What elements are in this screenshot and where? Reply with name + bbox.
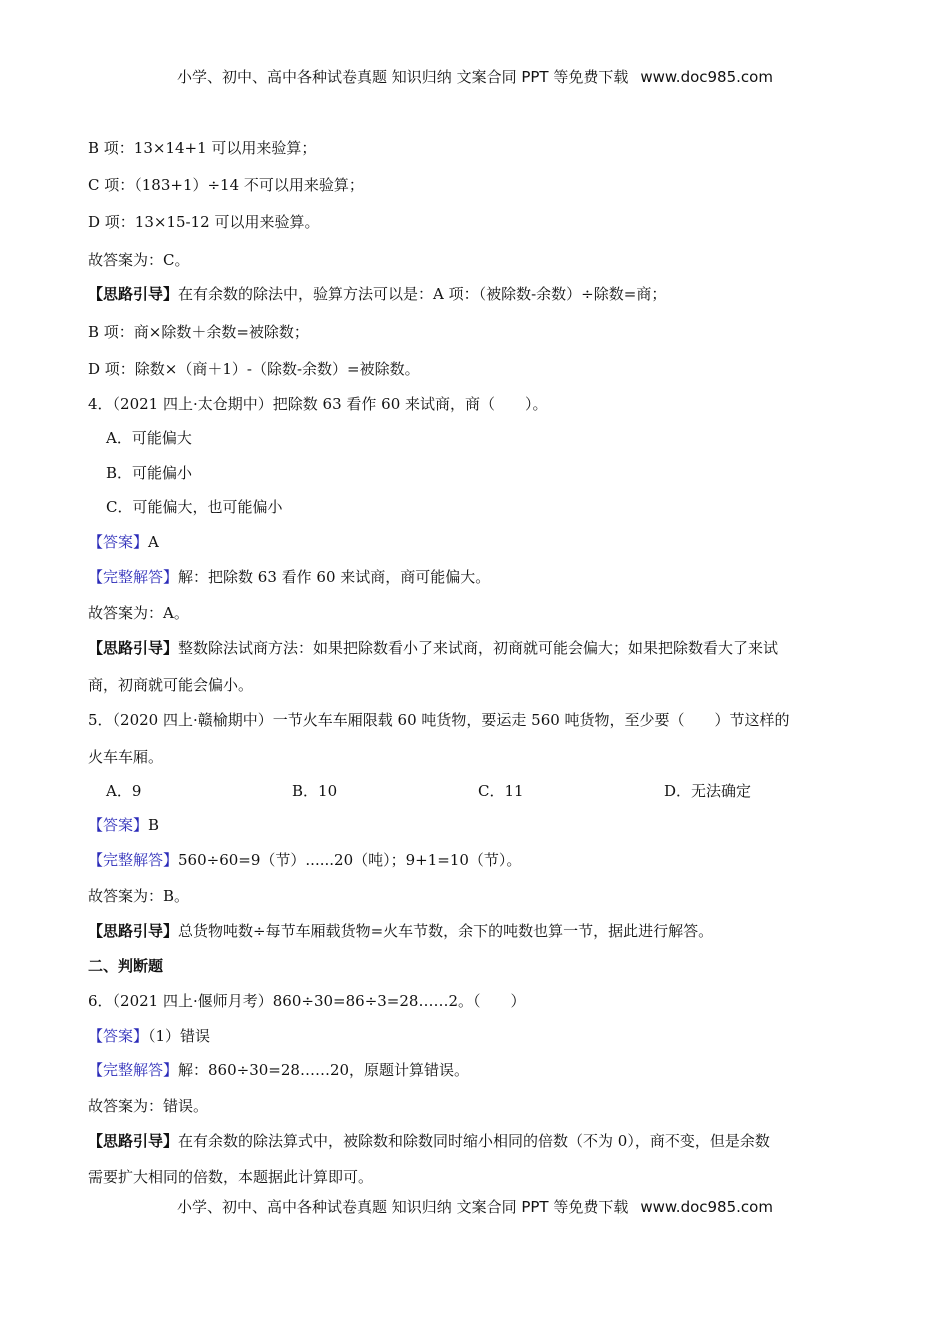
hint-label: 【思路引导】 xyxy=(88,285,179,303)
q3-option-c-check: C 项：（183+1）÷14 不可以用来验算； xyxy=(88,176,364,194)
section-title: 二、判断题 xyxy=(88,957,164,975)
hint-label: 【思路引导】 xyxy=(88,1132,179,1150)
q6-answer: 【答案】（1）错误 xyxy=(88,1027,211,1045)
hint-label: 【思路引导】 xyxy=(88,639,179,657)
q4-conclusion: 故答案为：A。 xyxy=(88,604,189,622)
q3-option-b-check: B 项：13×14+1 可以用来验算； xyxy=(88,139,317,157)
q6-hint: 【思路引导】在有余数的除法算式中，被除数和除数同时缩小相同的倍数（不为 0），商不变，但是余数 xyxy=(88,1132,770,1150)
footer-url[interactable]: www.doc985.com xyxy=(640,1198,773,1216)
q5-option-d: D．无法确定 xyxy=(664,782,752,800)
answer-label: 【答案】 xyxy=(88,816,149,834)
solution-label: 【完整解答】 xyxy=(88,568,179,586)
solution-label: 【完整解答】 xyxy=(88,851,179,869)
q4-option-b: B．可能偏小 xyxy=(106,464,193,482)
q4-solution: 【完整解答】解：把除数 63 看作 60 来试商，商可能偏大。 xyxy=(88,568,491,586)
q4-stem: 4．（2021 四上·太仓期中）把除数 63 看作 60 来试商，商（ ）。 xyxy=(88,395,548,413)
q5-stem-line2: 火车车厢。 xyxy=(88,748,164,766)
q4-option-c: C．可能偏大，也可能偏小 xyxy=(106,498,283,516)
q3-hint-b: B 项：商×除数＋余数=被除数； xyxy=(88,323,309,341)
q6-solution: 【完整解答】解：860÷30=28……20，原题计算错误。 xyxy=(88,1061,470,1079)
page-header xyxy=(0,66,950,87)
solution-label: 【完整解答】 xyxy=(88,1061,179,1079)
header-text: 小学、初中、高中各种试卷真题 知识归纳 文案合同 PPT 等免费下载 xyxy=(177,68,629,86)
q4-option-a: A．可能偏大 xyxy=(106,429,192,447)
q5-conclusion: 故答案为：B。 xyxy=(88,887,190,905)
q5-option-a: A．9 xyxy=(106,782,142,800)
q5-answer: 【答案】B xyxy=(88,816,160,834)
hint-label: 【思路引导】 xyxy=(88,922,179,940)
answer-label: 【答案】 xyxy=(88,533,149,551)
q3-hint-d: D 项：除数×（商＋1）-（除数-余数）=被除数。 xyxy=(88,360,420,378)
q5-solution: 【完整解答】560÷60=9（节）......20（吨）；9+1=10（节）。 xyxy=(88,851,522,869)
q4-hint: 【思路引导】整数除法试商方法：如果把除数看小了来试商，初商就可能会偏大；如果把除数看大了来试 xyxy=(88,639,779,657)
q3-conclusion: 故答案为：C。 xyxy=(88,251,190,269)
q4-answer: 【答案】A xyxy=(88,533,159,551)
q6-stem: 6．（2021 四上·偃师月考）860÷30=86÷3=28……2。（ ） xyxy=(88,992,526,1010)
page-footer xyxy=(0,1196,950,1217)
q3-hint: 【思路引导】在有余数的除法中，验算方法可以是：A 项：（被除数-余数）÷除数=商； xyxy=(88,285,667,303)
q5-stem: 5．（2020 四上·赣榆期中）一节火车车厢限载 60 吨货物，要运走 560 吨货物，至少要（ ）节这样的 xyxy=(88,711,790,729)
footer-text: 小学、初中、高中各种试卷真题 知识归纳 文案合同 PPT 等免费下载 xyxy=(177,1198,629,1216)
header-url[interactable]: www.doc985.com xyxy=(640,68,773,86)
q5-hint: 【思路引导】总货物吨数÷每节车厢载货物=火车节数，余下的吨数也算一节，据此进行解答。 xyxy=(88,922,714,940)
q6-hint-line2: 需要扩大相同的倍数，本题据此计算即可。 xyxy=(88,1168,374,1186)
q5-option-b: B．10 xyxy=(292,782,338,800)
answer-label: 【答案】 xyxy=(88,1027,149,1045)
q5-option-c: C．11 xyxy=(478,782,524,800)
q4-hint-line2: 商，初商就可能会偏小。 xyxy=(88,676,254,694)
q6-conclusion: 故答案为：错误。 xyxy=(88,1097,209,1115)
q3-option-d-check: D 项：13×15-12 可以用来验算。 xyxy=(88,213,320,231)
